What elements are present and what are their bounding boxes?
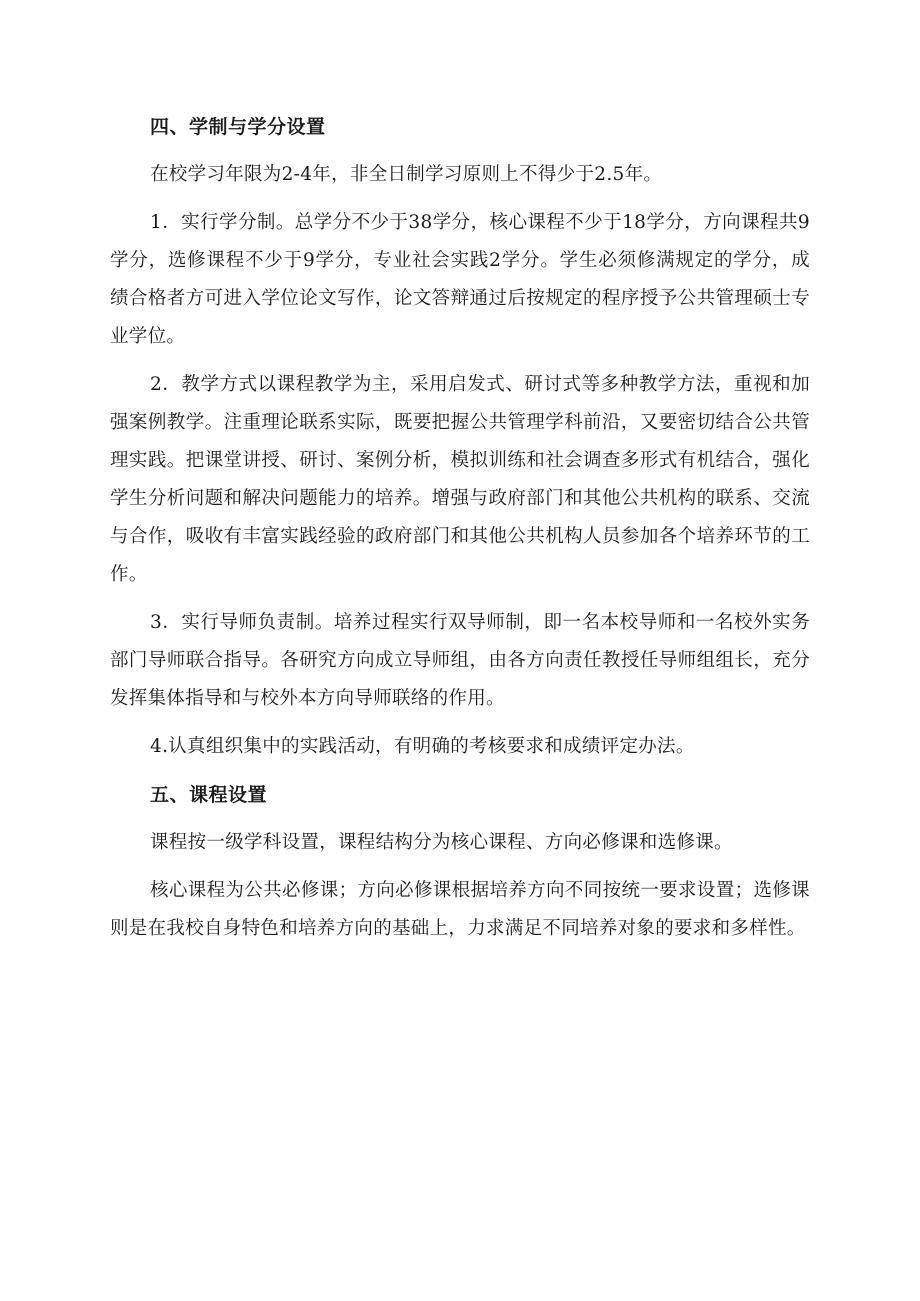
section-heading-4: 四、学制与学分设置: [150, 116, 326, 138]
paragraph-practice: 4.认真组织集中的实践活动，有明确的考核要求和成绩评定办法。: [150, 736, 695, 757]
paragraph-teaching-method: 2．教学方式以课程教学为主，采用启发式、研讨式等多种教学方法，重视和加强案例教学。注重理论联系实际，既要把握公共管理学科前沿，又要密切结合公共管理实践。把课堂讲授、研讨、案例分析，模拟训练和社会调查多形式有机结合，强化学生分析问题和解决问题能力的培养。增强与政府部门和其他公共机构的联系、交流与合作，吸收有丰富实践经验的政府部门和其他公共机构人员参加各个培养环节的工作。: [110, 374, 810, 585]
paragraph-course-structure: 课程按一级学科设置，课程结构分为核心课程、方向必修课和选修课。: [150, 832, 733, 853]
paragraph-duration: 在校学习年限为2-4年，非全日制学习原则上不得少于2.5年。: [150, 164, 663, 185]
document-body: [110, 108, 810, 958]
paragraph-advisor-system: 3．实行导师负责制。培养过程实行双导师制，即一名本校导师和一名校外实务部门导师联合指导。各研究方向成立导师组，由各方向责任教授任导师组组长，充分发挥集体指导和与校外本方向导师联络的作用。: [110, 612, 810, 709]
paragraph-course-details: 核心课程为公共必修课；方向必修课根据培养方向不同按统一要求设置；选修课则是在我校自身特色和培养方向的基础上，力求满足不同培养对象的要求和多样性。: [110, 880, 810, 939]
section-heading-5: 五、课程设置: [150, 784, 268, 806]
paragraph-credit-system: 1．实行学分制。总学分不少于38学分，核心课程不少于18学分，方向课程共9学分，选修课程不少于9学分，专业社会实践2学分。学生必须修满规定的学分，成绩合格者方可进入学位论文写作，论文答辩通过后按规定的程序授予公共管理硕士专业学位。: [110, 212, 810, 347]
